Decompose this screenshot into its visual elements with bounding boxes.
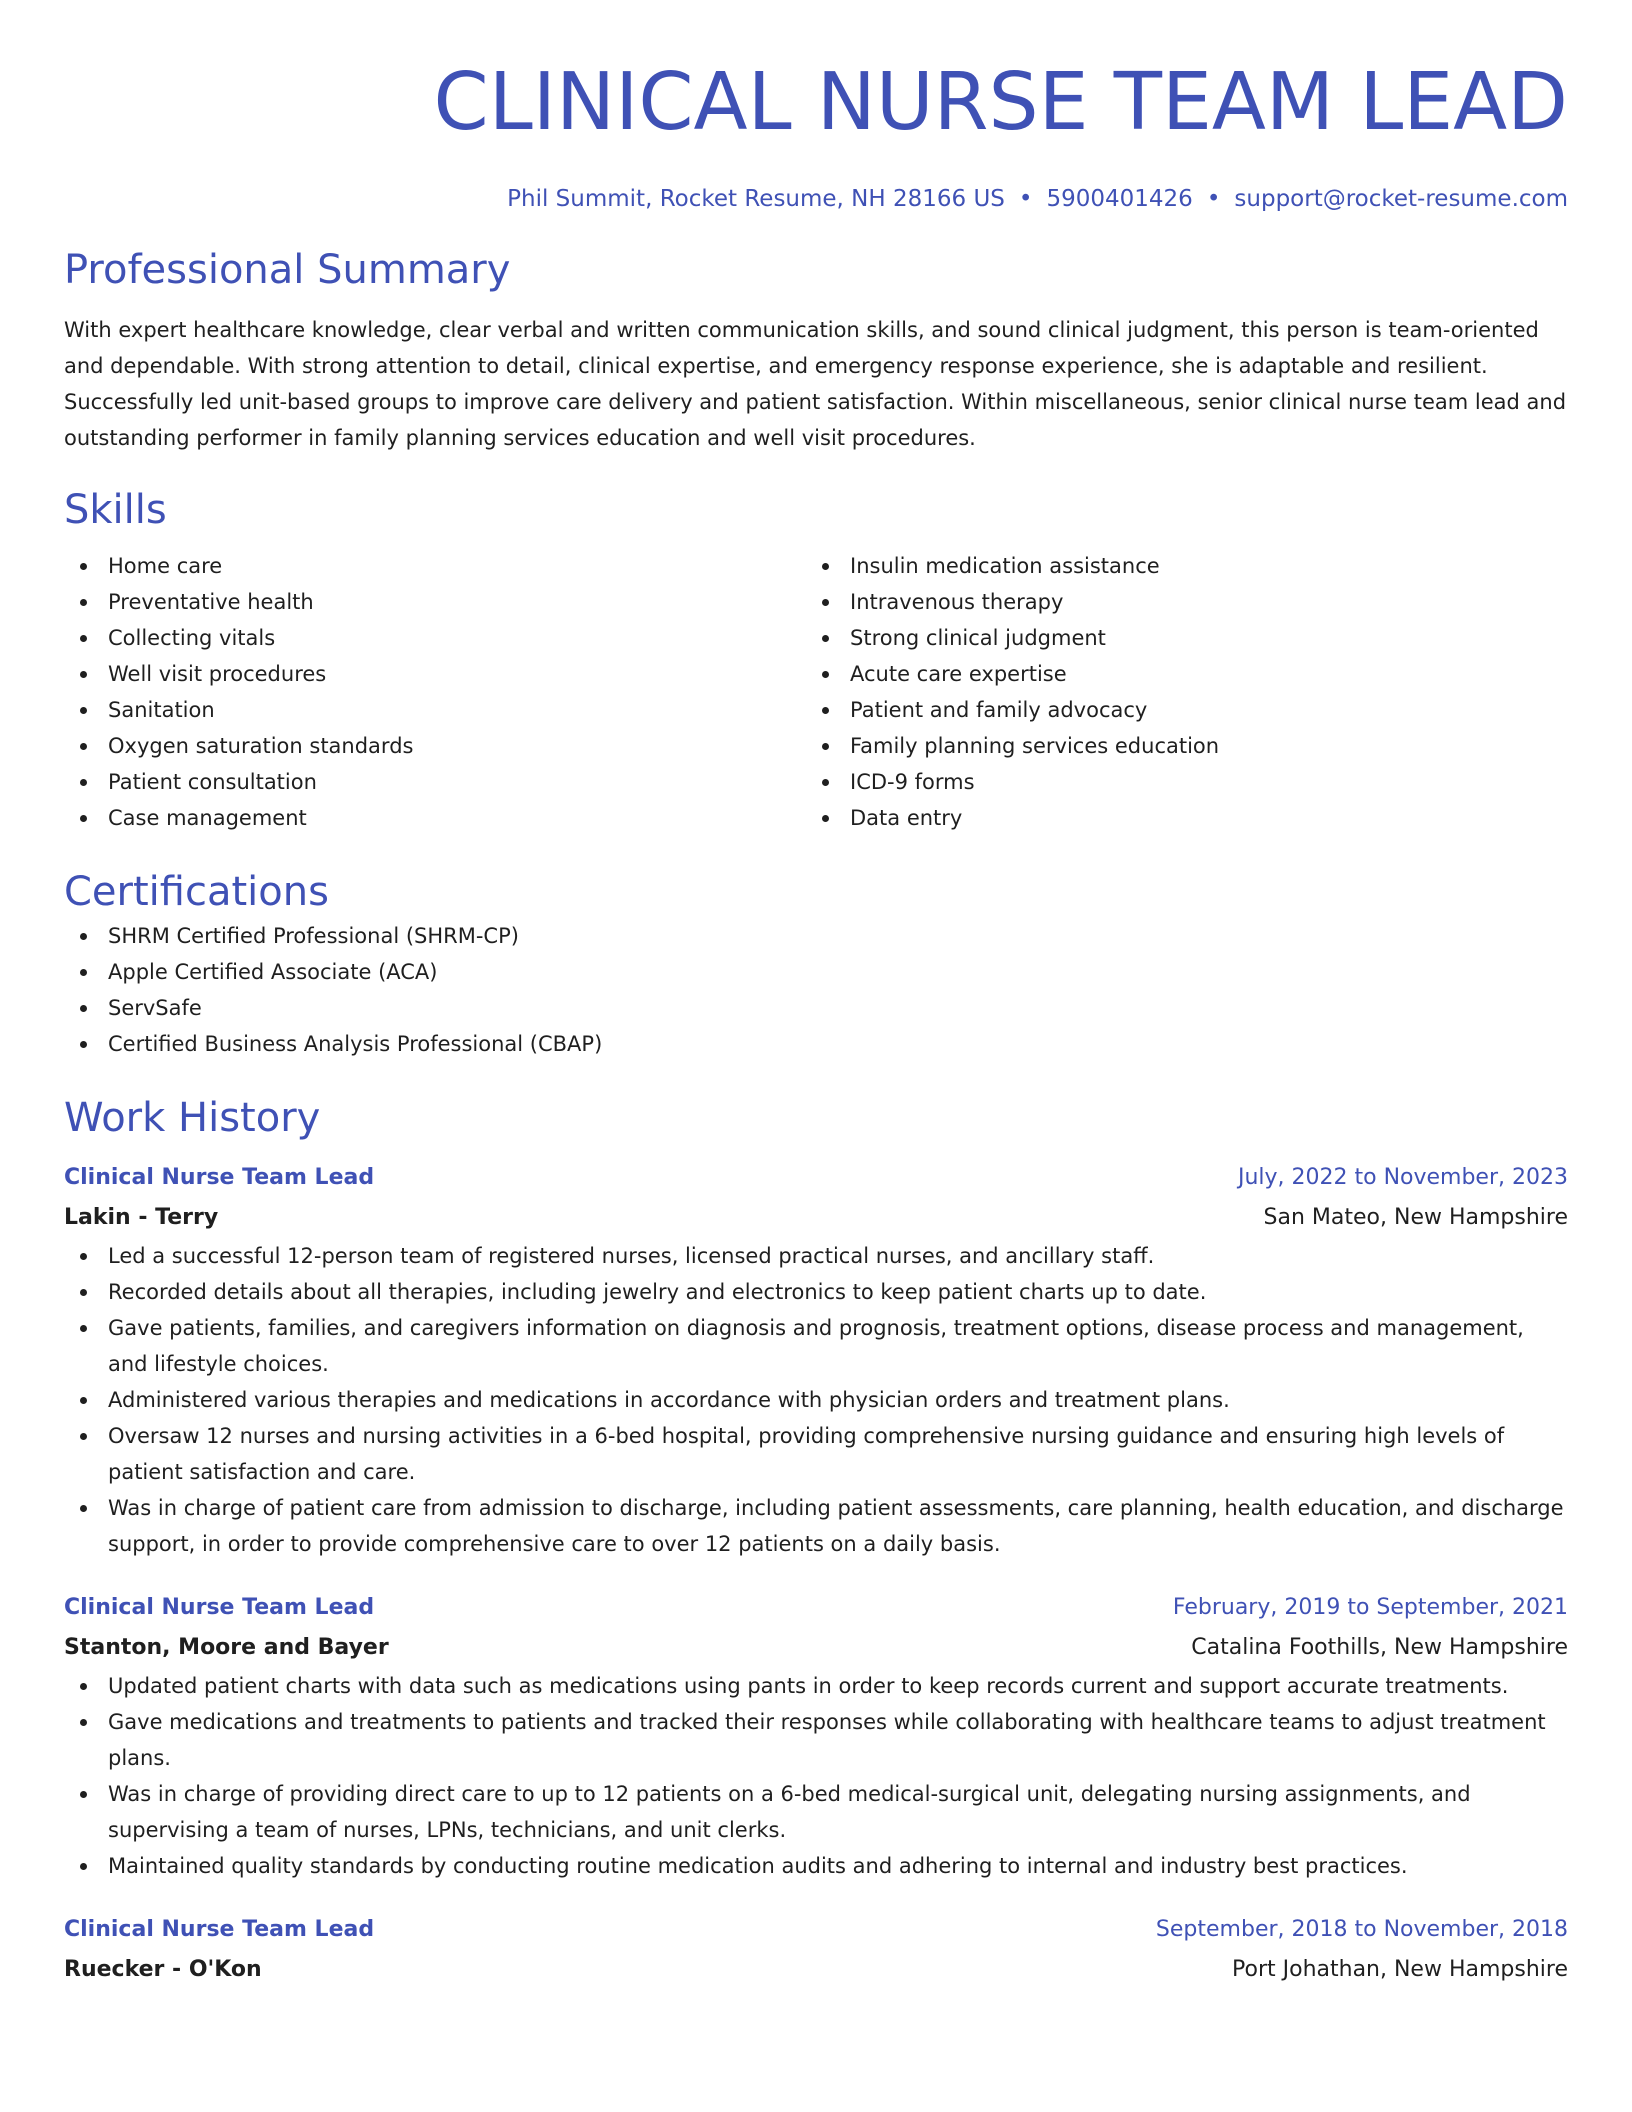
- job-company-row: [64, 1628, 1568, 1668]
- certification-item: ServSafe: [64, 990, 1568, 1026]
- contact-address: Phil Summit, Rocket Resume, NH 28166 US: [507, 186, 1005, 212]
- skill-item: ICD-9 forms: [806, 764, 1548, 800]
- skills-column-1: [64, 548, 806, 836]
- skill-item: Oxygen saturation standards: [64, 728, 806, 764]
- job-bullet: Was in charge of providing direct care to up to 12 patients on a 6-bed medical-surgical unit, delegating nursing assignments, and supervising a team of nurses, LPNs, technicians, and unit clerks.: [64, 1776, 1568, 1848]
- skill-item: Patient consultation: [64, 764, 806, 800]
- job-location: Catalina Foothills, New Hampshire: [1191, 1635, 1568, 1660]
- job-dates: February, 2019 to September, 2021: [1172, 1595, 1568, 1620]
- skill-item: Family planning services education: [806, 728, 1548, 764]
- skills-heading: Skills: [64, 487, 167, 533]
- job-title: Clinical Nurse Team Lead: [64, 1165, 375, 1190]
- summary-text: With expert healthcare knowledge, clear verbal and written communication skills, and sound clinical judgment, this person is team-oriented and dependable. With strong attention to detail, clinical expertise, and emergency response experience, she is adaptable and resilient. Successfully led unit-based groups to improve care delivery and patient satisfaction. Within miscellaneous, senior clinical nurse team lead and outstanding performer in family planning services education and well visit procedures.: [64, 318, 1567, 450]
- job-entry: [64, 1158, 1568, 1562]
- job-entry: [64, 1588, 1568, 1884]
- job-dates: September, 2018 to November, 2018: [1155, 1917, 1568, 1942]
- job-header-row: [64, 1158, 1568, 1198]
- job-bullet: Oversaw 12 nurses and nursing activities in a 6-bed hospital, providing comprehensive nursing guidance and ensuring high levels of patient satisfaction and care.: [64, 1418, 1568, 1490]
- summary-heading: Professional Summary: [64, 247, 511, 293]
- skill-item: Strong clinical judgment: [806, 620, 1548, 656]
- job-header-row: [64, 1910, 1568, 1950]
- work-history-heading: Work History: [64, 1095, 321, 1141]
- skill-item: Collecting vitals: [64, 620, 806, 656]
- job-entry: [64, 1910, 1568, 1990]
- certification-item: Apple Certified Associate (ACA): [64, 954, 1568, 990]
- job-company-row: [64, 1950, 1568, 1990]
- job-bullet: Gave patients, families, and caregivers information on diagnosis and prognosis, treatment options, disease process and management, and lifestyle choices.: [64, 1310, 1568, 1382]
- job-bullet: Administered various therapies and medications in accordance with physician orders and treatment plans.: [64, 1382, 1568, 1418]
- resume-name-heading: CLINICAL NURSE TEAM LEAD: [433, 56, 1568, 148]
- job-bullet: Recorded details about all therapies, including jewelry and electronics to keep patient charts up to date.: [64, 1274, 1568, 1310]
- job-company: Lakin - Terry: [64, 1205, 219, 1230]
- job-bullet: Updated patient charts with data such as medications using pants in order to keep records current and support accurate treatments.: [64, 1668, 1568, 1704]
- contact-phone: 5900401426: [1046, 186, 1193, 212]
- resume-page: [64, 0, 1568, 1990]
- job-dates: July, 2022 to November, 2023: [1237, 1165, 1568, 1190]
- certification-item: Certified Business Analysis Professional (CBAP): [64, 1026, 1568, 1062]
- job-bullet: Gave medications and treatments to patients and tracked their responses while collaborating with healthcare teams to adjust treatment plans.: [64, 1704, 1568, 1776]
- skills-column-2: [806, 548, 1548, 836]
- job-company: Stanton, Moore and Bayer: [64, 1635, 389, 1660]
- job-title: Clinical Nurse Team Lead: [64, 1595, 375, 1620]
- contact-email: support@rocket-resume.com: [1234, 186, 1568, 212]
- job-bullet: Maintained quality standards by conducting routine medication audits and adhering to internal and industry best practices.: [64, 1848, 1568, 1884]
- contact-line: [64, 182, 1568, 216]
- job-header-row: [64, 1588, 1568, 1628]
- job-title: Clinical Nurse Team Lead: [64, 1917, 375, 1942]
- job-bullet: Led a successful 12-person team of registered nurses, licensed practical nurses, and ancillary staff.: [64, 1238, 1568, 1274]
- skill-item: Sanitation: [64, 692, 806, 728]
- contact-separator: •: [1018, 186, 1033, 212]
- skill-item: Well visit procedures: [64, 656, 806, 692]
- skill-item: Patient and family advocacy: [806, 692, 1548, 728]
- job-company-row: [64, 1198, 1568, 1238]
- job-responsibilities: [64, 1668, 1568, 1884]
- skill-item: Preventative health: [64, 584, 806, 620]
- skills-list: [64, 548, 1568, 836]
- skill-item: Insulin medication assistance: [806, 548, 1548, 584]
- skill-item: Case management: [64, 800, 806, 836]
- skill-item: Home care: [64, 548, 806, 584]
- job-location: San Mateo, New Hampshire: [1263, 1205, 1568, 1230]
- job-location: Port Johathan, New Hampshire: [1232, 1957, 1568, 1982]
- job-bullet: Was in charge of patient care from admission to discharge, including patient assessments, care planning, health education, and discharge support, in order to provide comprehensive care to over 12 patients on a daily basis.: [64, 1490, 1568, 1562]
- certifications-heading: Certifications: [64, 869, 329, 915]
- certification-item: SHRM Certified Professional (SHRM-CP): [64, 918, 1568, 954]
- skill-item: Data entry: [806, 800, 1548, 836]
- skill-item: Acute care expertise: [806, 656, 1548, 692]
- skill-item: Intravenous therapy: [806, 584, 1548, 620]
- job-responsibilities: [64, 1238, 1568, 1562]
- job-company: Ruecker - O'Kon: [64, 1957, 262, 1982]
- contact-separator: •: [1206, 186, 1221, 212]
- certifications-list: [64, 918, 1568, 1062]
